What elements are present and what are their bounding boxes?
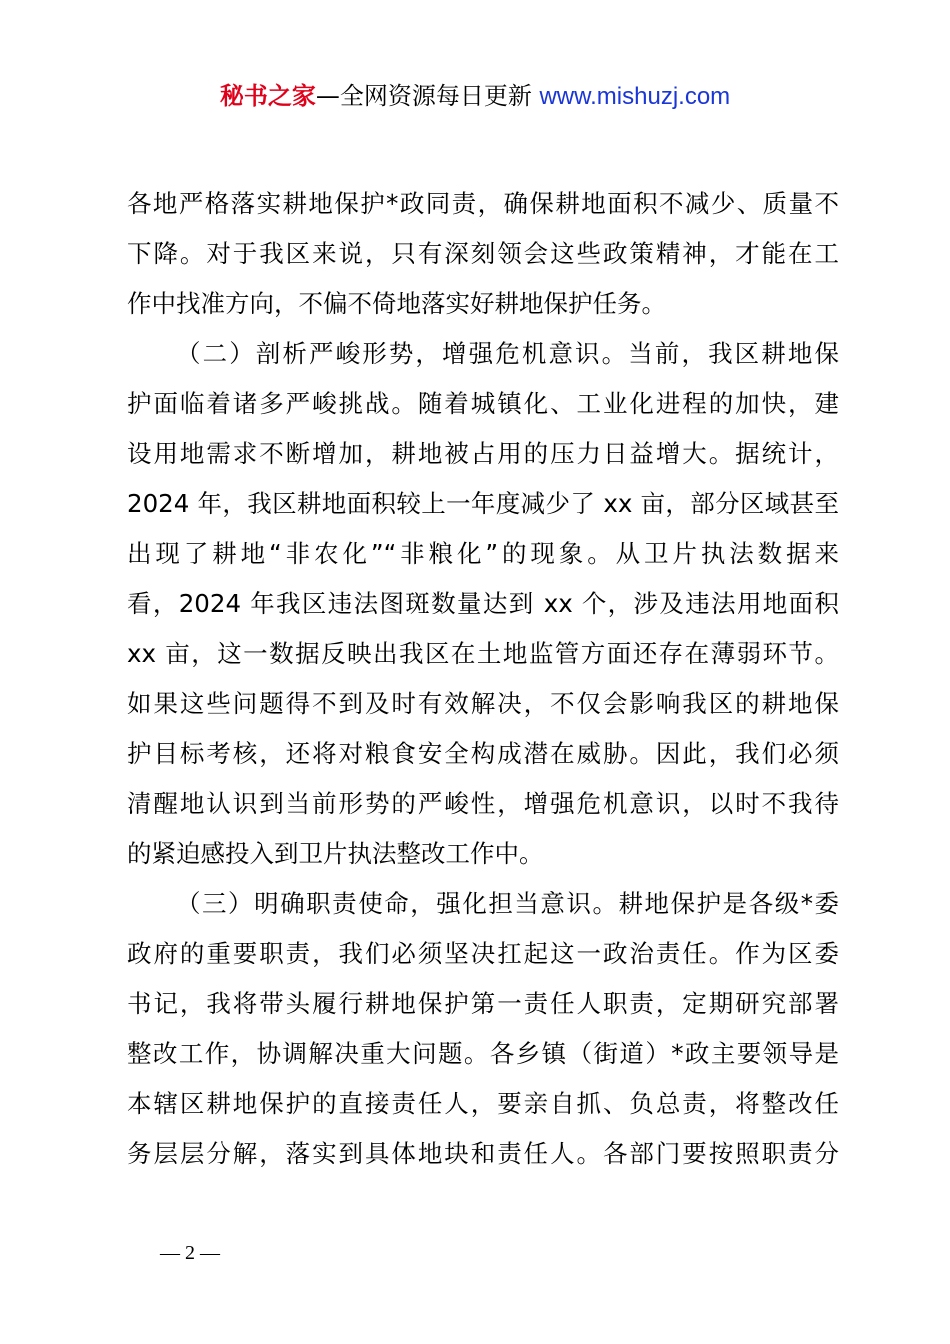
text-line: 本辖区耕地保护的直接责任人，要亲自抓、负总责，将整改任 (127, 1089, 839, 1118)
text-line: 护面临着诸多严峻挑战。随着城镇化、工业化进程的加快，建 (127, 389, 839, 418)
text-line: 各地严格落实耕地保护*政同责，确保耕地面积不减少、质量不 (127, 189, 839, 218)
text-line: 的紧迫感投入到卫片执法整改工作中。 (127, 839, 544, 868)
site-url: www.mishuzj.com (539, 83, 731, 110)
section-heading-line: （二）剖析严峻形势，增强危机意识。当前，我区耕地保 (176, 339, 839, 368)
brand-name: 秘书之家 (219, 82, 316, 110)
text-line: 政府的重要职责，我们必须坚决扛起这一政治责任。作为区委 (127, 939, 839, 968)
text-line: 书记，我将带头履行耕地保护第一责任人职责，定期研究部署 (127, 989, 839, 1018)
text-line: 下降。对于我区来说，只有深刻领会这些政策精神，才能在工 (127, 239, 839, 268)
text-line: 2024 年，我区耕地面积较上一年度减少了 xx 亩，部分区域甚至 (127, 489, 839, 518)
text-line: xx 亩，这一数据反映出我区在土地监管方面还存在薄弱环节。 (127, 639, 839, 668)
text-line: 如果这些问题得不到及时有效解决，不仅会影响我区的耕地保 (127, 689, 839, 718)
page-number: — 2 — (160, 1242, 220, 1264)
text-line: 看，2024 年我区违法图斑数量达到 xx 个，涉及违法用地面积 (127, 589, 839, 618)
document-body (127, 184, 839, 1184)
page-header (0, 80, 950, 113)
section-heading-line: （三）明确职责使命，强化担当意识。耕地保护是各级*委 (176, 889, 839, 918)
text-line: 出现了耕地“非农化”“非粮化”的现象。从卫片执法数据来 (127, 539, 839, 568)
text-line: 整改工作，协调解决重大问题。各乡镇（街道）*政主要领导是 (127, 1039, 839, 1068)
text-line: 务层层分解，落实到具体地块和责任人。各部门要按照职责分 (127, 1139, 839, 1168)
text-line: 清醒地认识到当前形势的严峻性，增强危机意识，以时不我待 (127, 789, 839, 818)
text-line: 护目标考核，还将对粮食安全构成潜在威胁。因此，我们必须 (127, 739, 839, 768)
header-tagline: —全网资源每日更新 (315, 82, 532, 110)
text-line: 作中找准方向，不偏不倚地落实好耕地保护任务。 (127, 289, 666, 318)
text-line: 设用地需求不断增加，耕地被占用的压力日益增大。据统计， (127, 439, 839, 468)
